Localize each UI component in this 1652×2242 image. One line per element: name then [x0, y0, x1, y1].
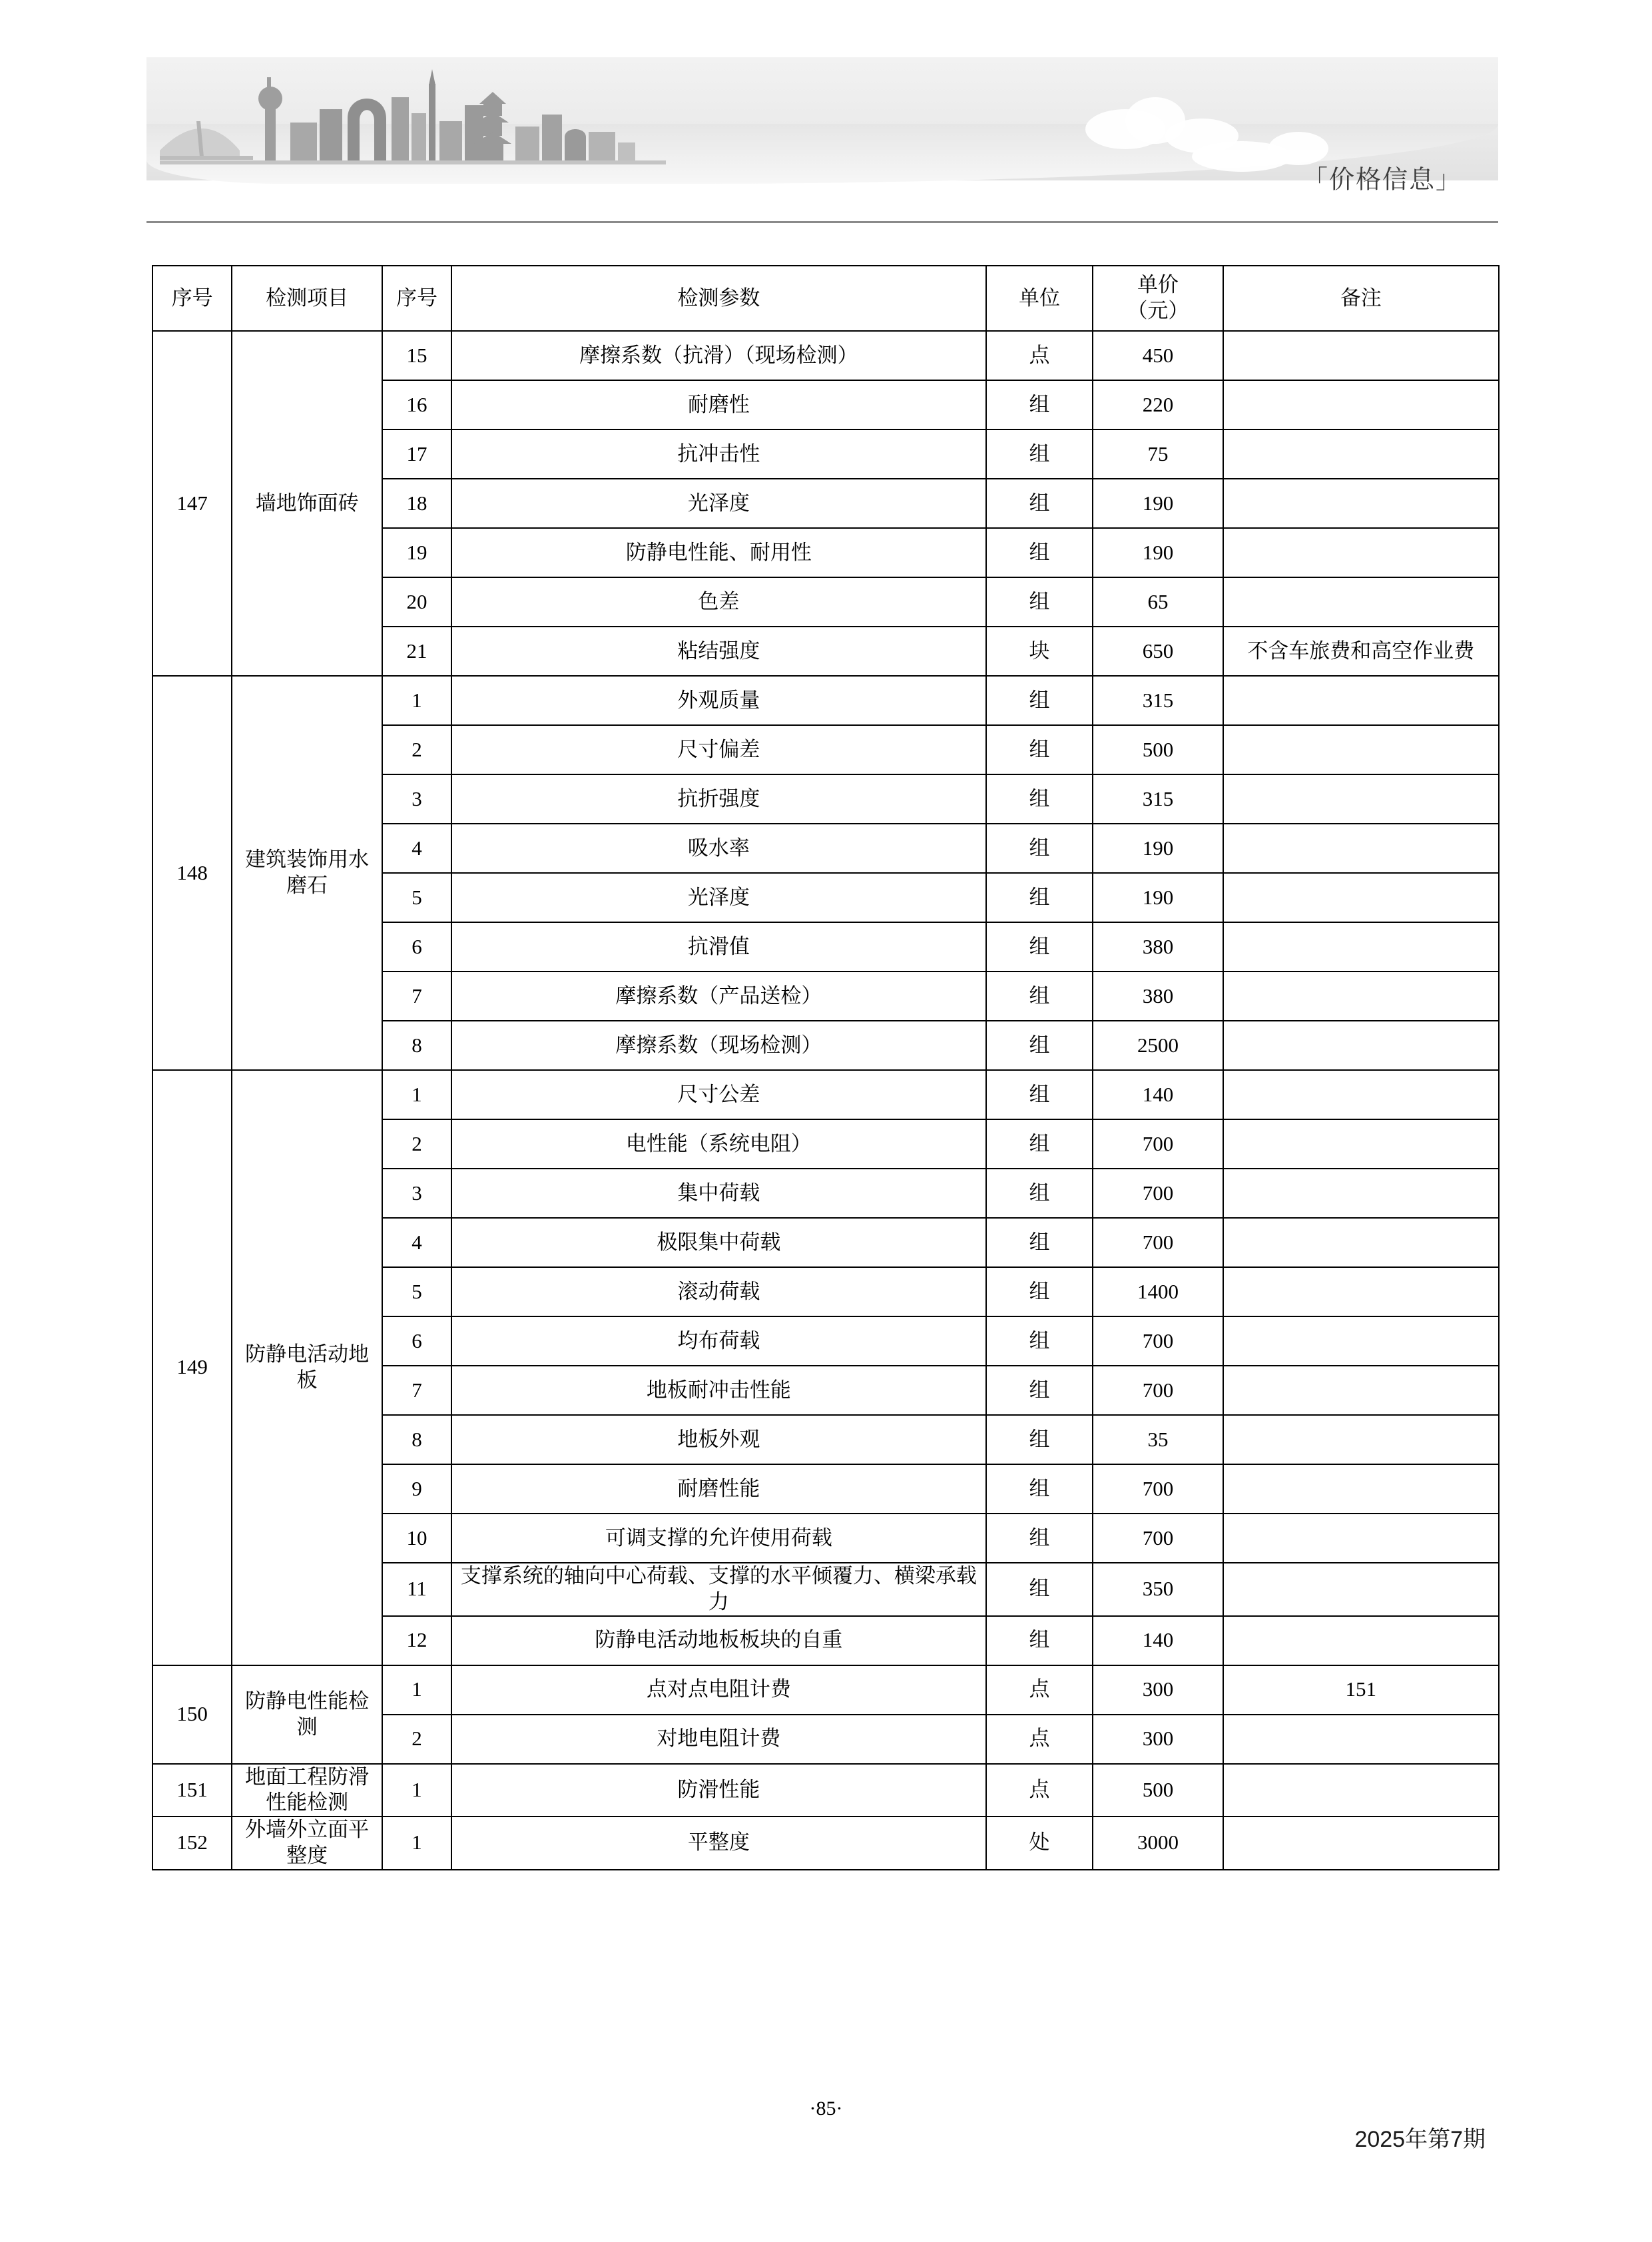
header-price	[1093, 266, 1223, 331]
group-item-name: 墙地饰面砖	[232, 331, 382, 676]
row-parameter: 电性能（系统电阻）	[451, 1119, 986, 1169]
row-sn: 1	[382, 1070, 451, 1119]
row-unit: 组	[986, 528, 1093, 577]
row-remark	[1223, 1415, 1499, 1464]
row-sn: 9	[382, 1464, 451, 1514]
row-remark	[1223, 1563, 1499, 1616]
row-unit: 组	[986, 1464, 1093, 1514]
table-row	[152, 331, 1499, 380]
row-sn: 8	[382, 1021, 451, 1070]
row-parameter: 滚动荷载	[451, 1267, 986, 1316]
header-remark: 备注	[1223, 266, 1499, 331]
row-parameter: 均布荷载	[451, 1316, 986, 1366]
row-parameter: 尺寸偏差	[451, 725, 986, 774]
header-item: 检测项目	[232, 266, 382, 331]
row-price: 700	[1093, 1514, 1223, 1563]
row-unit: 点	[986, 1715, 1093, 1764]
row-unit: 组	[986, 972, 1093, 1021]
row-price: 75	[1093, 429, 1223, 479]
group-sn: 147	[152, 331, 232, 676]
row-unit: 组	[986, 380, 1093, 429]
row-remark	[1223, 1616, 1499, 1665]
row-price: 300	[1093, 1715, 1223, 1764]
row-parameter: 耐磨性能	[451, 1464, 986, 1514]
row-parameter: 摩擦系数（抗滑）（现场检测）	[451, 331, 986, 380]
row-sn: 11	[382, 1563, 451, 1616]
city-skyline-graphic	[160, 57, 779, 180]
row-parameter: 对地电阻计费	[451, 1715, 986, 1764]
price-table	[152, 265, 1500, 1870]
row-price: 220	[1093, 380, 1223, 429]
header-divider-rule	[146, 221, 1498, 223]
table-row	[152, 1764, 1499, 1817]
group-item-name: 外墙外立面平整度	[232, 1817, 382, 1870]
row-price: 700	[1093, 1218, 1223, 1267]
row-parameter: 摩擦系数（产品送检）	[451, 972, 986, 1021]
row-remark: 151	[1223, 1665, 1499, 1715]
row-price: 700	[1093, 1119, 1223, 1169]
row-price: 315	[1093, 774, 1223, 824]
row-sn: 5	[382, 1267, 451, 1316]
row-sn: 2	[382, 725, 451, 774]
row-parameter: 地板外观	[451, 1415, 986, 1464]
row-remark	[1223, 331, 1499, 380]
row-remark	[1223, 479, 1499, 528]
row-remark	[1223, 577, 1499, 627]
row-parameter: 支撑系统的轴向中心荷载、支撑的水平倾覆力、横梁承载力	[451, 1563, 986, 1616]
group-item-name: 防静电活动地板	[232, 1070, 382, 1665]
row-parameter: 粘结强度	[451, 627, 986, 676]
row-parameter: 吸水率	[451, 824, 986, 873]
row-price: 190	[1093, 824, 1223, 873]
row-parameter: 抗滑值	[451, 922, 986, 972]
row-price: 700	[1093, 1169, 1223, 1218]
row-price: 190	[1093, 528, 1223, 577]
row-remark	[1223, 1169, 1499, 1218]
row-sn: 1	[382, 1817, 451, 1870]
row-price: 3000	[1093, 1817, 1223, 1870]
row-price: 35	[1093, 1415, 1223, 1464]
row-unit: 组	[986, 1169, 1093, 1218]
row-unit: 块	[986, 627, 1093, 676]
group-sn: 152	[152, 1817, 232, 1870]
table-row	[152, 1665, 1499, 1715]
row-unit: 组	[986, 1218, 1093, 1267]
row-sn: 7	[382, 1366, 451, 1415]
row-sn: 19	[382, 528, 451, 577]
row-unit: 点	[986, 1764, 1093, 1817]
row-remark	[1223, 380, 1499, 429]
row-sn: 6	[382, 922, 451, 972]
row-unit: 组	[986, 1316, 1093, 1366]
header-title: 「价格信息」	[1302, 166, 1462, 194]
row-parameter: 抗折强度	[451, 774, 986, 824]
group-sn: 151	[152, 1764, 232, 1817]
row-parameter: 极限集中荷载	[451, 1218, 986, 1267]
row-unit: 组	[986, 676, 1093, 725]
row-price: 450	[1093, 331, 1223, 380]
row-sn: 2	[382, 1715, 451, 1764]
row-unit: 点	[986, 1665, 1093, 1715]
group-sn: 148	[152, 676, 232, 1070]
row-parameter: 耐磨性	[451, 380, 986, 429]
row-remark	[1223, 1021, 1499, 1070]
group-sn: 149	[152, 1070, 232, 1665]
row-sn: 8	[382, 1415, 451, 1464]
header-sn2: 序号	[382, 266, 451, 331]
table-header-row	[152, 266, 1499, 331]
row-sn: 10	[382, 1514, 451, 1563]
row-remark	[1223, 1817, 1499, 1870]
row-price: 190	[1093, 479, 1223, 528]
row-sn: 4	[382, 1218, 451, 1267]
row-parameter: 地板耐冲击性能	[451, 1366, 986, 1415]
footer-issue: 2025年第7期	[1354, 2127, 1486, 2152]
row-parameter: 外观质量	[451, 676, 986, 725]
row-remark	[1223, 676, 1499, 725]
row-sn: 21	[382, 627, 451, 676]
row-parameter: 光泽度	[451, 479, 986, 528]
row-remark	[1223, 873, 1499, 922]
row-remark	[1223, 1764, 1499, 1817]
row-remark	[1223, 528, 1499, 577]
row-sn: 7	[382, 972, 451, 1021]
row-remark	[1223, 1366, 1499, 1415]
row-unit: 组	[986, 1616, 1093, 1665]
row-unit: 组	[986, 873, 1093, 922]
row-parameter: 平整度	[451, 1817, 986, 1870]
row-parameter: 可调支撑的允许使用荷载	[451, 1514, 986, 1563]
row-unit: 组	[986, 725, 1093, 774]
row-price: 700	[1093, 1464, 1223, 1514]
row-parameter: 点对点电阻计费	[451, 1665, 986, 1715]
row-unit: 组	[986, 1119, 1093, 1169]
row-price: 500	[1093, 725, 1223, 774]
group-item-name: 防静电性能检测	[232, 1665, 382, 1764]
row-sn: 4	[382, 824, 451, 873]
row-price: 1400	[1093, 1267, 1223, 1316]
row-unit: 组	[986, 824, 1093, 873]
row-sn: 3	[382, 1169, 451, 1218]
row-sn: 20	[382, 577, 451, 627]
group-sn: 150	[152, 1665, 232, 1764]
row-remark	[1223, 429, 1499, 479]
row-unit: 处	[986, 1817, 1093, 1870]
row-sn: 2	[382, 1119, 451, 1169]
row-parameter: 防滑性能	[451, 1764, 986, 1817]
row-price: 300	[1093, 1665, 1223, 1715]
row-remark	[1223, 1715, 1499, 1764]
row-price: 380	[1093, 972, 1223, 1021]
header-price-line1: 单价	[1137, 273, 1179, 297]
row-price: 315	[1093, 676, 1223, 725]
row-unit: 组	[986, 1514, 1093, 1563]
row-unit: 点	[986, 331, 1093, 380]
row-unit: 组	[986, 1267, 1093, 1316]
row-remark	[1223, 774, 1499, 824]
row-sn: 5	[382, 873, 451, 922]
header-price-line2: （元）	[1127, 299, 1189, 322]
row-sn: 15	[382, 331, 451, 380]
table-row	[152, 1070, 1499, 1119]
row-sn: 1	[382, 676, 451, 725]
row-sn: 6	[382, 1316, 451, 1366]
row-remark	[1223, 1119, 1499, 1169]
row-unit: 组	[986, 1366, 1093, 1415]
price-table-container	[152, 265, 1500, 1870]
row-remark	[1223, 725, 1499, 774]
row-price: 700	[1093, 1316, 1223, 1366]
group-item-name: 地面工程防滑性能检测	[232, 1764, 382, 1817]
row-parameter: 尺寸公差	[451, 1070, 986, 1119]
row-sn: 1	[382, 1764, 451, 1817]
table-row	[152, 1817, 1499, 1870]
group-item-name: 建筑装饰用水磨石	[232, 676, 382, 1070]
row-sn: 12	[382, 1616, 451, 1665]
row-price: 2500	[1093, 1021, 1223, 1070]
row-remark	[1223, 1316, 1499, 1366]
row-remark: 不含车旅费和高空作业费	[1223, 627, 1499, 676]
row-remark	[1223, 972, 1499, 1021]
row-price: 140	[1093, 1070, 1223, 1119]
page-header	[0, 57, 1652, 194]
row-parameter: 集中荷载	[451, 1169, 986, 1218]
row-price: 140	[1093, 1616, 1223, 1665]
row-remark	[1223, 824, 1499, 873]
row-remark	[1223, 1218, 1499, 1267]
row-unit: 组	[986, 774, 1093, 824]
row-price: 380	[1093, 922, 1223, 972]
table-row	[152, 676, 1499, 725]
row-parameter: 光泽度	[451, 873, 986, 922]
header-param: 检测参数	[451, 266, 986, 331]
row-remark	[1223, 1070, 1499, 1119]
row-parameter: 色差	[451, 577, 986, 627]
row-price: 500	[1093, 1764, 1223, 1817]
row-sn: 17	[382, 429, 451, 479]
row-unit: 组	[986, 922, 1093, 972]
row-parameter: 防静电性能、耐用性	[451, 528, 986, 577]
row-price: 700	[1093, 1366, 1223, 1415]
row-parameter: 抗冲击性	[451, 429, 986, 479]
row-price: 650	[1093, 627, 1223, 676]
footer-page-number: ·85·	[809, 2098, 843, 2119]
row-unit: 组	[986, 577, 1093, 627]
row-sn: 1	[382, 1665, 451, 1715]
row-remark	[1223, 1514, 1499, 1563]
header-sn: 序号	[152, 266, 232, 331]
row-parameter: 防静电活动地板板块的自重	[451, 1616, 986, 1665]
row-price: 350	[1093, 1563, 1223, 1616]
row-unit: 组	[986, 1070, 1093, 1119]
row-unit: 组	[986, 429, 1093, 479]
row-sn: 16	[382, 380, 451, 429]
row-price: 65	[1093, 577, 1223, 627]
row-unit: 组	[986, 479, 1093, 528]
header-unit: 单位	[986, 266, 1093, 331]
row-price: 190	[1093, 873, 1223, 922]
row-sn: 3	[382, 774, 451, 824]
row-remark	[1223, 922, 1499, 972]
row-unit: 组	[986, 1021, 1093, 1070]
row-remark	[1223, 1464, 1499, 1514]
row-parameter: 摩擦系数（现场检测）	[451, 1021, 986, 1070]
row-unit: 组	[986, 1563, 1093, 1616]
row-remark	[1223, 1267, 1499, 1316]
table-body	[152, 331, 1499, 1870]
row-unit: 组	[986, 1415, 1093, 1464]
row-sn: 18	[382, 479, 451, 528]
